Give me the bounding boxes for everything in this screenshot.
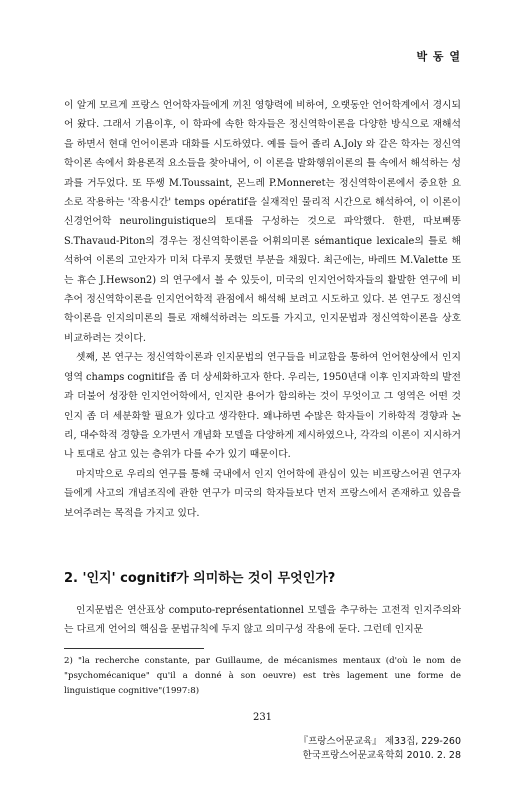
section-paragraph: 인지문법은 연산표상 computo-représentationnel 모델을 추구하는 고전적 인지주의와는 다르게 언어의 핵심을 문법규칙에 두지 않고 의미구성 작용에 둔다. 그런데 인지문 bbox=[64, 605, 461, 636]
footnote-mark: 2) bbox=[64, 656, 73, 666]
paragraph-1: 이 알게 모르게 프랑스 언어학자들에게 끼친 영향력에 비하여, 오랫동안 언어학계에서 경시되어 왔다. 그래서 기욤이후, 이 학파에 속한 학자들은 정신역학이론을 다양한 방식으로 재해석을 하면서 현대 언어이론과 대화를 시도하였다. 예를 들어 졸리 A.Joly 와 같은 학자는 정신역학이론 속에서 화용론적 요소들을 찾아내어, 이 이론을 발화행위이론의 틀 속에서 해석하는 성과를 거두었다. 또 뚜쌩 M.Toussaint, 몬느레 P.Monneret는 정신역학이론에서 중요한 요소로 작용하는 '작용시간' temps opératif을 실재적인 물리적 시간으로 해석하여, 이 이론이 신경언어학 neurolinguistique의 토대를 구성하는 것으로 파악했다. 한편, 따보삐똥 S.Thavaud-Piton의 경우는 정신역학이론을 어휘의미론 sémantique lexicale의 틀로 해석하여 이론의 고안자가 미처 다루지 못했던 부분을 채웠다. 최근에는, 바레뜨 M.Valette 또는 휴슨 J.Hewson2) 의 연구에서 볼 수 있듯이, 미국의 인지언어학자들의 활발한 연구에 비추어 정신역학이론을 인지언어학적 관점에서 해석해 보려고 시도하고 있다. 본 연구도 정신역학이론을 인지의미론의 틀로 재해석하려는 의도를 가지고, 인지문법과 정신역학이론을 상호비교하려는 것이다. bbox=[64, 100, 461, 344]
journal-title-line: 『프랑스어문교육』 제33집, 229-260 bbox=[298, 736, 461, 747]
page-number: 231 bbox=[252, 712, 273, 723]
footnote-text: "la recherche constante, par Guillaume, de mécanismes mentaux (d'où le nom de "psychomécanique" qu'il a donné à son oeuvre) est très lagement une forme de linguistique cognitive"(1997:8) bbox=[64, 656, 461, 696]
paragraph-3: 마지막으로 우리의 연구를 통해 국내에서 인지 언어학에 관심이 있는 비프랑스어권 연구자들에게 사고의 개념조직에 관한 연구가 미국의 학자들보다 먼저 프랑스에서 존재하고 있음을 보여주려는 목적을 가지고 있다. bbox=[64, 468, 461, 519]
journal-publisher-line: 한국프랑스어문교육학회 2010. 2. 28 bbox=[302, 750, 461, 761]
footnote bbox=[64, 654, 461, 699]
journal-info bbox=[299, 735, 461, 763]
body-text bbox=[64, 96, 461, 523]
footnote-divider bbox=[64, 648, 204, 649]
section-heading: 2. '인지' cognitif가 의미하는 것이 무엇인가? bbox=[64, 571, 336, 586]
paragraph-2: 셋째, 본 연구는 정신역학이론과 인지문법의 연구들을 비교함을 통하여 언어현상에서 인지영역 champs cognitif을 좀 더 상세화하고자 한다. 우리는, 1950년대 이후 인지과학의 발전과 더불어 성장한 인지언어학에서, 인지란 용어가 함의하는 것이 무엇이고 그 영역은 어떤 것인지 좀 더 세분화할 필요가 있다고 생각한다. 왜냐하면 수많은 학자들이 기하학적 경향과 논리, 대수학적 경향을 오가면서 개념화 모델을 다양하게 제시하였으나, 각각의 이론이 지시하거나 토대로 삼고 있는 층위가 다를 수가 있기 때문이다. bbox=[64, 352, 461, 461]
running-head-author: 박 동 열 bbox=[416, 50, 461, 63]
